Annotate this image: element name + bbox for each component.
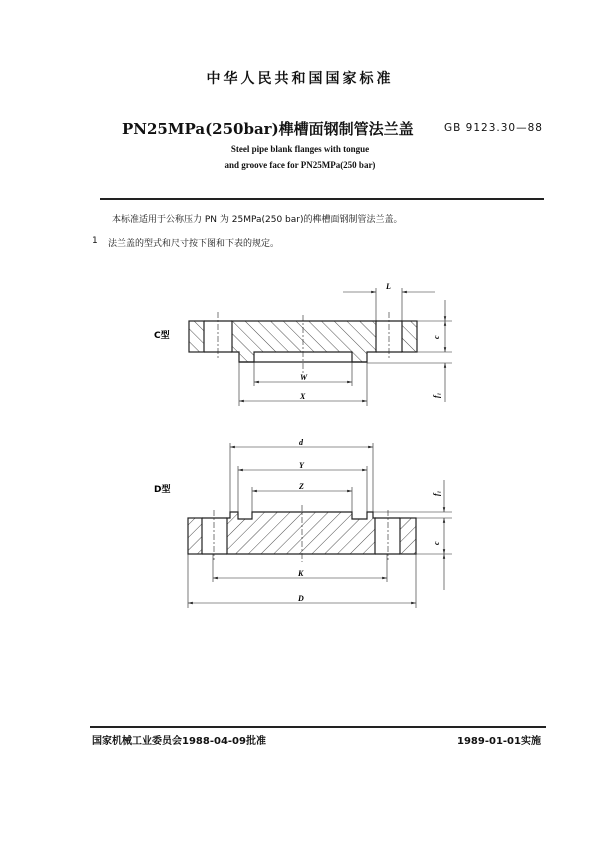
dim-f1-c: f₁	[432, 392, 441, 398]
clause-number: 1	[92, 236, 98, 246]
dim-X: X	[300, 392, 306, 401]
dim-d: d	[299, 438, 303, 447]
dim-Z: Z	[299, 482, 304, 491]
dim-Y: Y	[299, 461, 304, 470]
standard-code: GB 9123.30—88	[444, 122, 543, 134]
approval-note: 国家机械工业委员会1988-04-09批准	[92, 736, 266, 747]
implementation-date: 1989-01-01实施	[457, 736, 541, 747]
national-standard-heading: 中华人民共和国国家标准	[206, 71, 394, 87]
dim-D: D	[298, 594, 304, 603]
dim-K: K	[298, 569, 304, 578]
type-d-flange	[188, 443, 452, 608]
type-c-flange	[189, 288, 452, 406]
scope-paragraph: 本标准适用于公称压力 PN 为 25MPa(250 bar)的榫槽面钢制管法兰盖。	[112, 215, 403, 225]
type-d-label: D型	[154, 485, 171, 495]
document-title: PN25MPa(250bar)榫槽面钢制管法兰盖	[122, 120, 414, 138]
dim-c-d: c	[432, 541, 441, 545]
dim-f1-d: f₁	[432, 490, 441, 496]
dim-W: W	[300, 373, 308, 382]
type-c-label: C型	[154, 331, 170, 341]
english-title-line1: Steel pipe blank flanges with tongue	[230, 144, 370, 154]
dim-c-c: c	[432, 335, 441, 339]
english-title-line2: and groove face for PN25MPa(250 bar)	[224, 160, 376, 170]
dim-L: L	[386, 282, 391, 291]
clause-text: 法兰盖的型式和尺寸按下图和下表的规定。	[108, 239, 280, 249]
footer-divider	[90, 726, 546, 728]
